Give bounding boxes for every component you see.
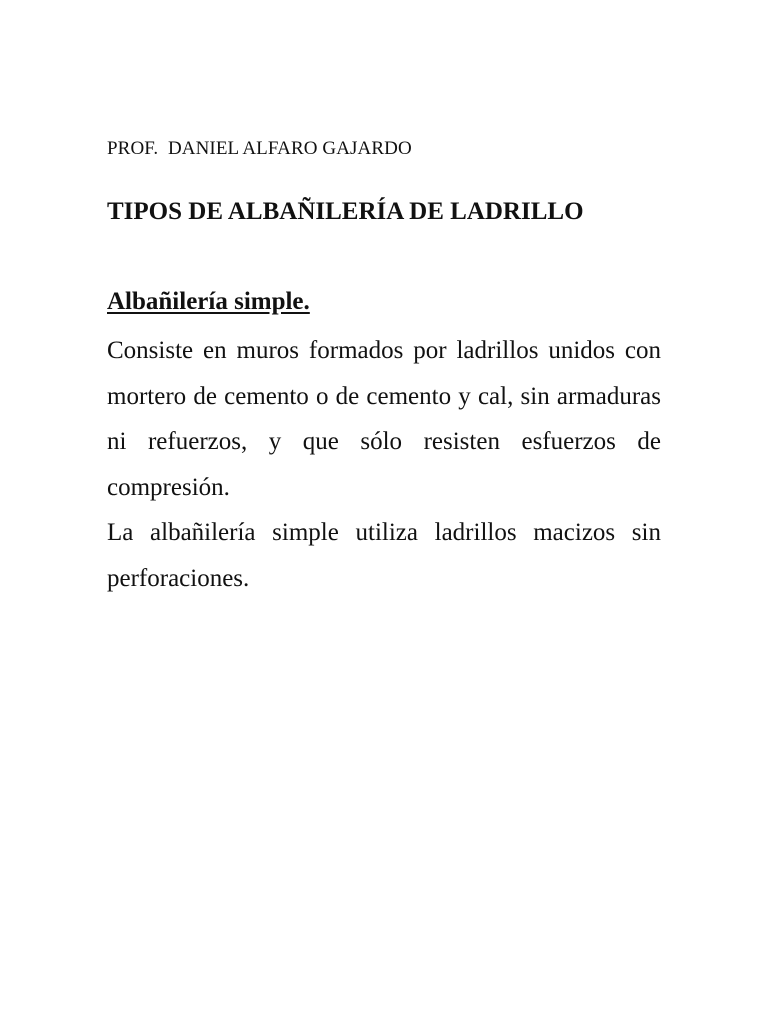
section-heading: Albañilería simple. xyxy=(107,288,310,315)
document-title: TIPOS DE ALBAÑILERÍA DE LADRILLO xyxy=(107,198,584,225)
paragraph-definition: Consiste en muros formados por ladrillos unidos con mortero de cemento o de cemento y cal, sin armaduras ni refuerzos, y que sólo resisten esfuerzos de compresión. xyxy=(107,337,661,501)
section-body xyxy=(107,328,661,601)
paragraph-bricks: La albañilería simple utiliza ladrillos macizos sin perforaciones. xyxy=(107,519,661,592)
author-line: PROF. DANIEL ALFARO GAJARDO xyxy=(107,138,412,159)
